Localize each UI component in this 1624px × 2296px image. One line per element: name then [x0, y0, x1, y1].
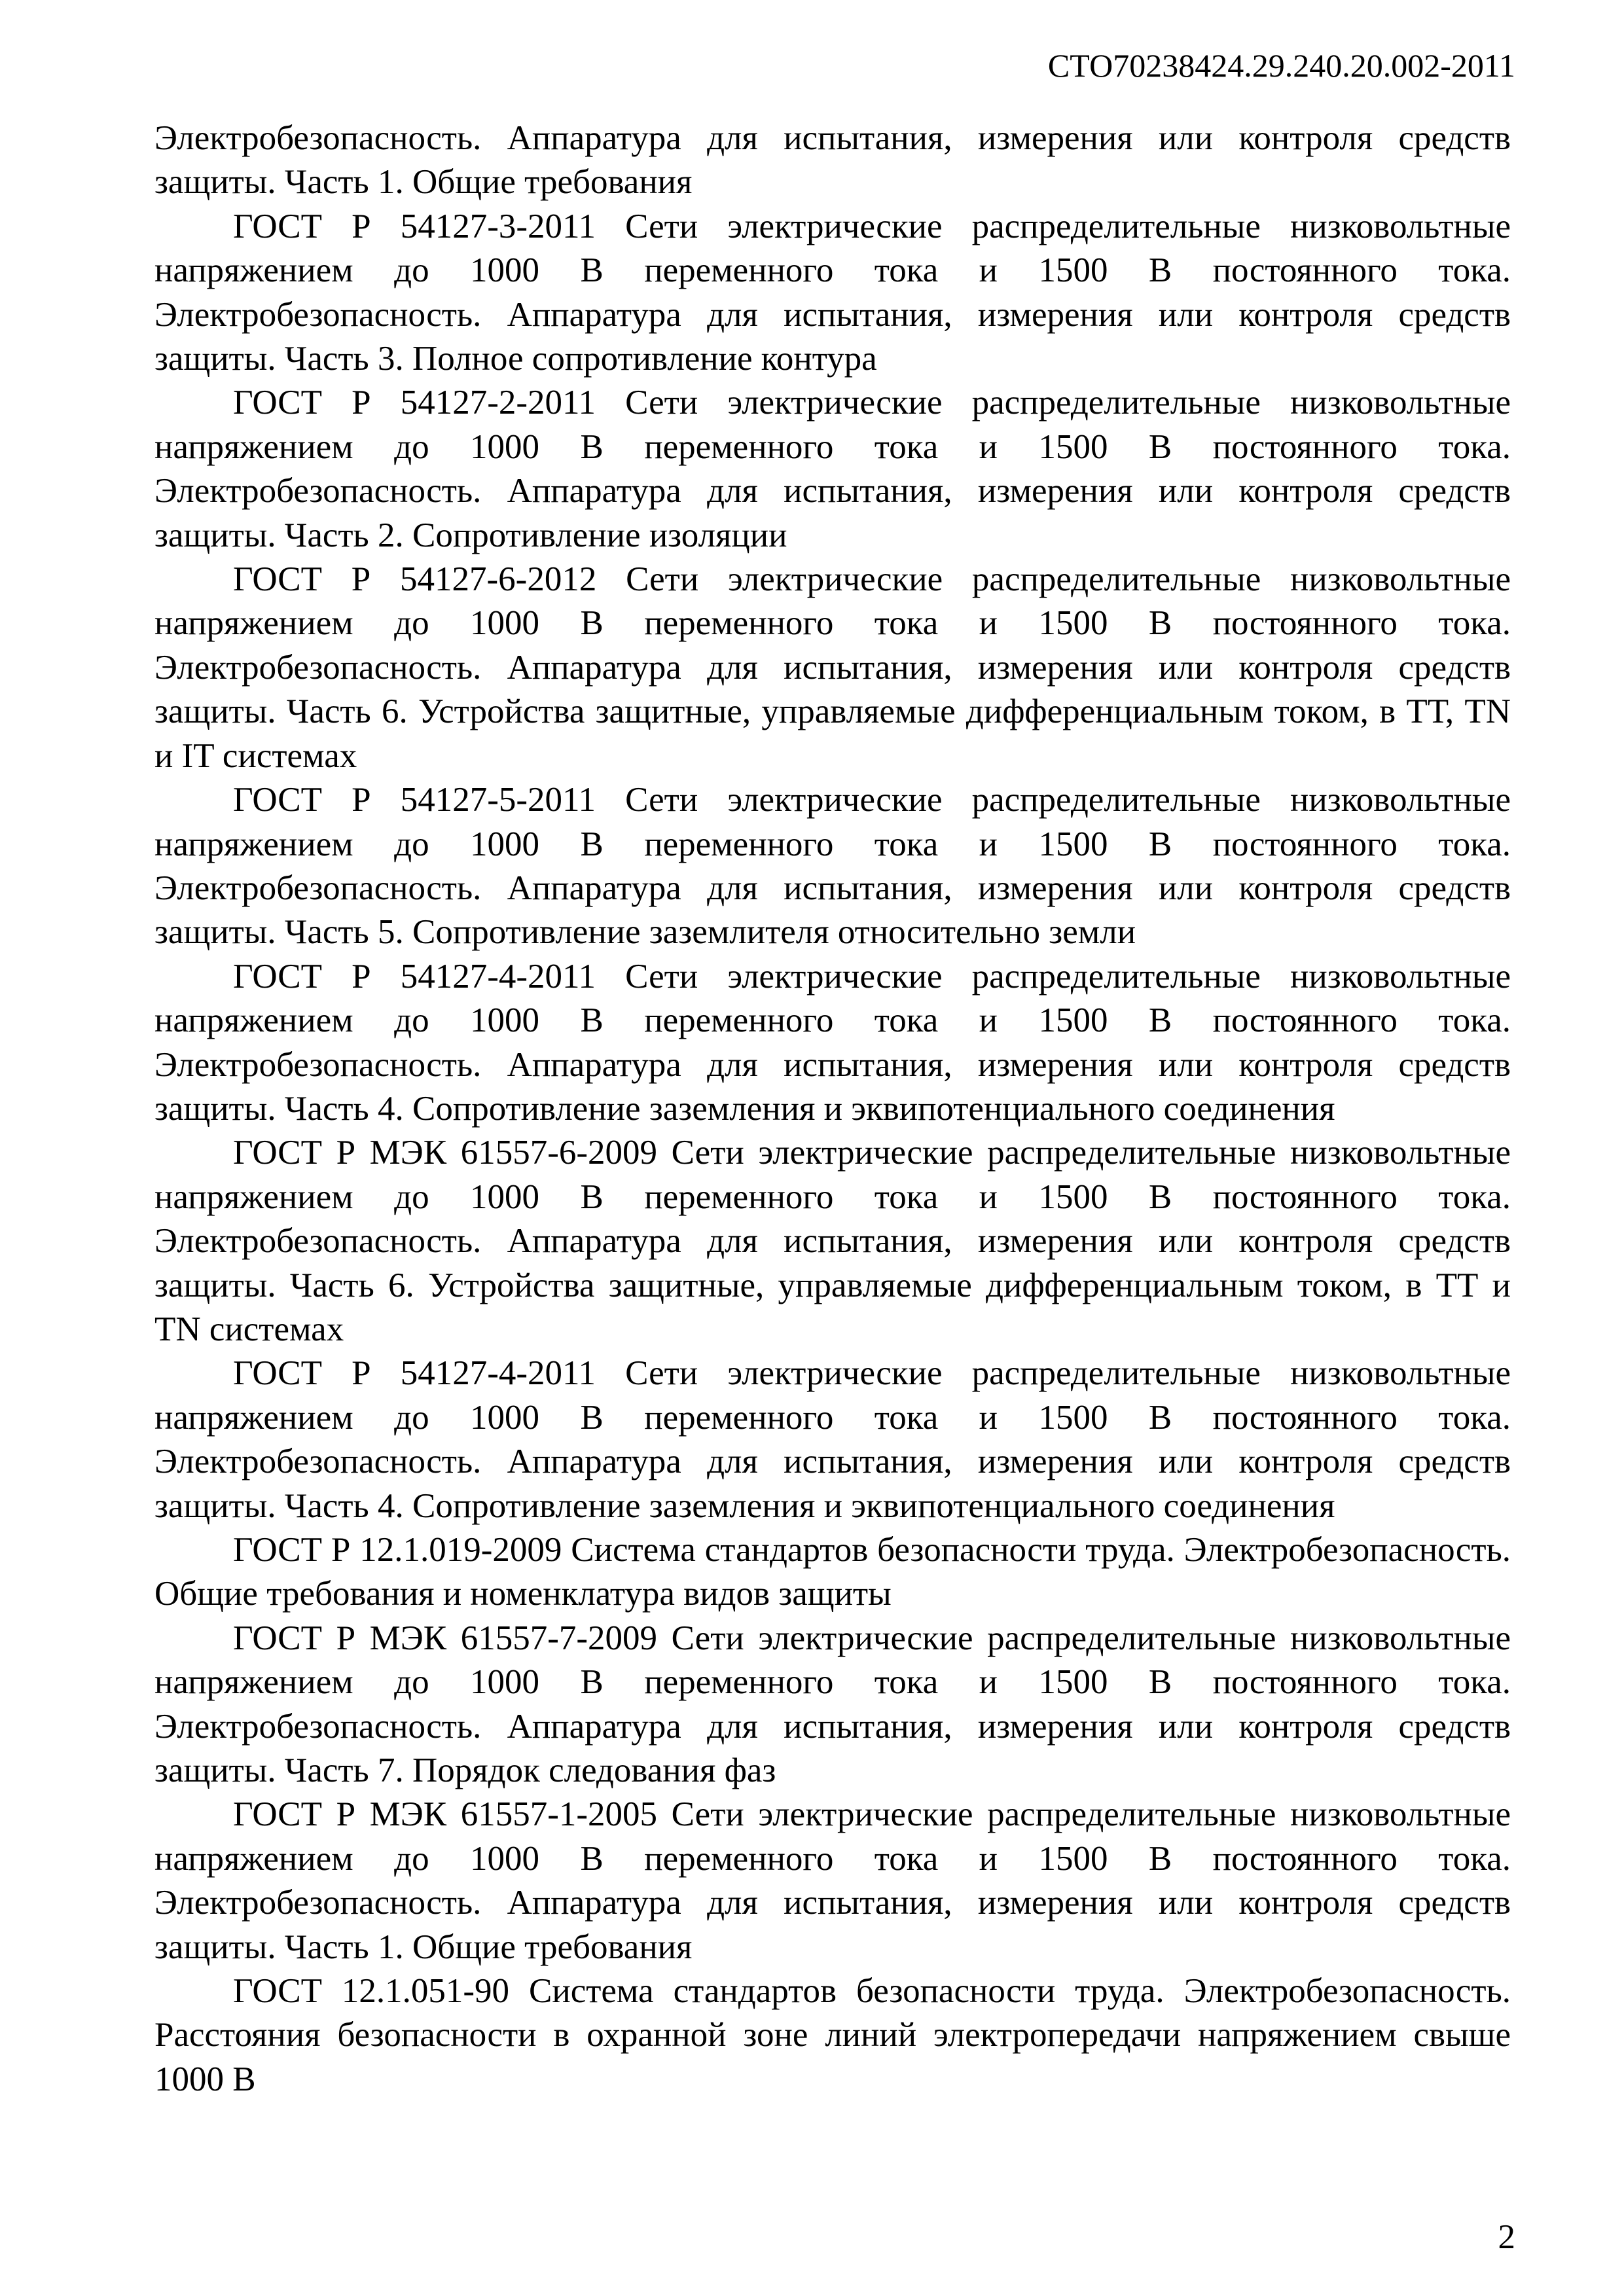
reference-gost-54127-3: ГОСТ Р 54127-3-2011 Сети электрические распределительные низковольтные напряжением до 1000 В переменного тока и 1500 В постоянного тока. Электробезопасность. Аппаратура для испытания, измерения или контроля средств защиты. Часть 3. Полное сопротивление контура — [154, 207, 1511, 378]
page-number: 2 — [1498, 2218, 1515, 2256]
reference-gost-54127-6: ГОСТ Р 54127-6-2012 Сети электрические распределительные низковольтные напряжением до 1000 В переменного тока и 1500 В постоянного тока. Электробезопасность. Аппаратура для испытания, измерения или контроля средств защиты. Часть 6. Устройства защитные, управляемые дифференциальным током, в ТТ, TN и IT системах — [154, 560, 1511, 775]
reference-gost-54127-4: ГОСТ Р 54127-4-2011 Сети электрические распределительные низковольтные напряжением до 1000 В переменного тока и 1500 В постоянного тока. Электробезопасность. Аппаратура для испытания, измерения или контроля средств защиты. Часть 4. Сопротивление заземления и эквипотенциального соединения — [154, 957, 1511, 1128]
paragraph-continuation: Электробезопасность. Аппаратура для испытания, измерения или контроля средств защиты. Часть 1. Общие требования — [154, 119, 1511, 202]
reference-gost-54127-2: ГОСТ Р 54127-2-2011 Сети электрические распределительные низковольтные напряжением до 1000 В переменного тока и 1500 В постоянного тока. Электробезопасность. Аппаратура для испытания, измерения или контроля средств защиты. Часть 2. Сопротивление изоляции — [154, 384, 1511, 554]
reference-gost-iec-61557-7: ГОСТ Р МЭК 61557-7-2009 Сети электрические распределительные низковольтные напряжением до 1000 В переменного тока и 1500 В постоянного тока. Электробезопасность. Аппаратура для испытания, измерения или контроля средств защиты. Часть 7. Порядок следования фаз — [154, 1619, 1511, 1790]
reference-gost-12-1-051: ГОСТ 12.1.051-90 Система стандартов безопасности труда. Электробезопасность. Расстояния безопасности в охранной зоне линий электропередачи напряжением свыше 1000 В — [154, 1972, 1511, 2098]
reference-gost-iec-61557-6: ГОСТ Р МЭК 61557-6-2009 Сети электрические распределительные низковольтные напряжением до 1000 В переменного тока и 1500 В постоянного тока. Электробезопасность. Аппаратура для испытания, измерения или контроля средств защиты. Часть 6. Устройства защитные, управляемые дифференциальным током, в ТТ и TN системах — [154, 1134, 1511, 1348]
reference-gost-12-1-019: ГОСТ Р 12.1.019-2009 Система стандартов безопасности труда. Электробезопасность. Общие требования и номенклатура видов защиты — [154, 1531, 1511, 1613]
document-code-header: СТО70238424.29.240.20.002-2011 — [1047, 47, 1515, 84]
reference-gost-iec-61557-1: ГОСТ Р МЭК 61557-1-2005 Сети электрические распределительные низковольтные напряжением до 1000 В переменного тока и 1500 В постоянного тока. Электробезопасность. Аппаратура для испытания, измерения или контроля средств защиты. Часть 1. Общие требования — [154, 1795, 1511, 1966]
reference-gost-54127-4-repeat: ГОСТ Р 54127-4-2011 Сети электрические распределительные низковольтные напряжением до 1000 В переменного тока и 1500 В постоянного тока. Электробезопасность. Аппаратура для испытания, измерения или контроля средств защиты. Часть 4. Сопротивление заземления и эквипотенциального соединения — [154, 1354, 1511, 1525]
document-body — [154, 117, 1511, 2102]
reference-gost-54127-5: ГОСТ Р 54127-5-2011 Сети электрические распределительные низковольтные напряжением до 1000 В переменного тока и 1500 В постоянного тока. Электробезопасность. Аппаратура для испытания, измерения или контроля средств защиты. Часть 5. Сопротивление заземлителя относительно земли — [154, 781, 1511, 952]
